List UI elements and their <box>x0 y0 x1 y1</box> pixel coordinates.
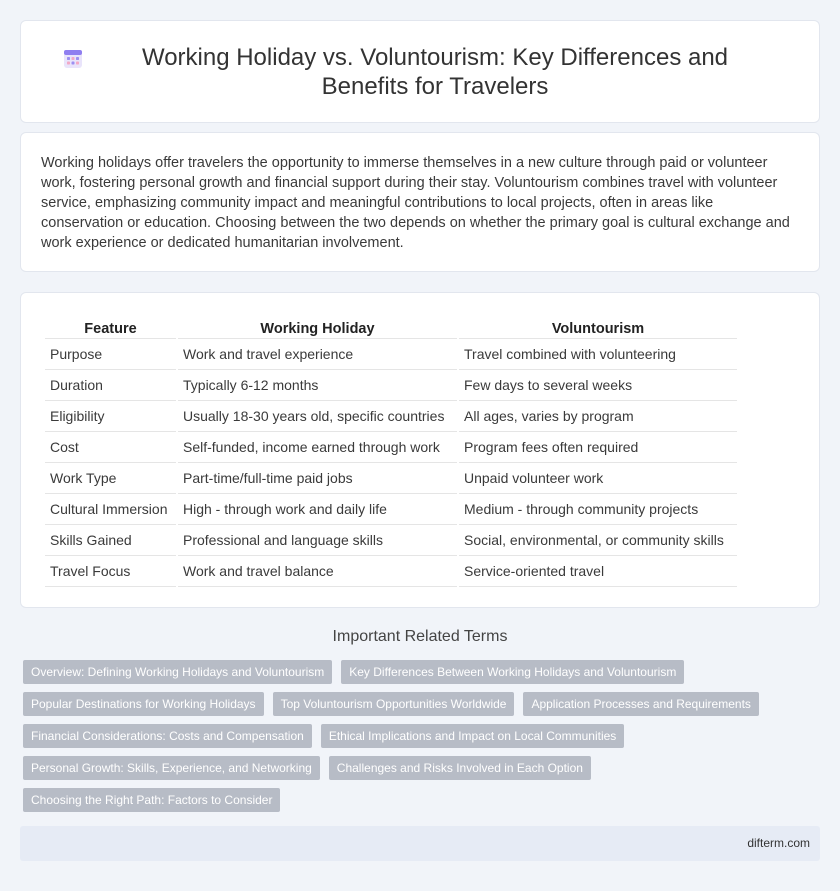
feature-cell: Cultural Immersion <box>45 494 176 525</box>
working-holiday-cell: Typically 6-12 months <box>178 370 457 401</box>
related-term-tag[interactable]: Financial Considerations: Costs and Compensation <box>23 724 312 748</box>
working-holiday-cell: Usually 18-30 years old, specific countries <box>178 401 457 432</box>
related-term-tag[interactable]: Ethical Implications and Impact on Local Communities <box>321 724 624 748</box>
working-holiday-cell: Work and travel balance <box>178 556 457 587</box>
working-holiday-cell: Self-funded, income earned through work <box>178 432 457 463</box>
working-holiday-cell: Work and travel experience <box>178 339 457 370</box>
voluntourism-cell: Service-oriented travel <box>459 556 737 587</box>
related-terms-heading: Important Related Terms <box>332 628 508 645</box>
page-title: Working Holiday vs. Voluntourism: Key Differences and Benefits for Travelers <box>141 43 729 100</box>
table-row <box>45 370 737 401</box>
header-voluntourism: Voluntourism <box>459 315 737 339</box>
table-row <box>45 525 737 556</box>
comparison-table-card <box>20 292 820 608</box>
related-terms-list <box>23 660 803 812</box>
comparison-table <box>43 315 739 587</box>
voluntourism-cell: Unpaid volunteer work <box>459 463 737 494</box>
table-header-row <box>45 315 737 339</box>
related-term-tag[interactable]: Overview: Defining Working Holidays and Voluntourism <box>23 660 332 684</box>
table-row <box>45 556 737 587</box>
footer <box>20 826 820 861</box>
voluntourism-cell: Few days to several weeks <box>459 370 737 401</box>
related-term-tag[interactable]: Top Voluntourism Opportunities Worldwide <box>273 692 515 716</box>
intro-card <box>20 132 820 272</box>
voluntourism-cell: Program fees often required <box>459 432 737 463</box>
related-term-tag[interactable]: Application Processes and Requirements <box>523 692 758 716</box>
working-holiday-cell: High - through work and daily life <box>178 494 457 525</box>
site-link[interactable]: difterm.com <box>747 836 810 850</box>
feature-cell: Work Type <box>45 463 176 494</box>
voluntourism-cell: All ages, varies by program <box>459 401 737 432</box>
intro-paragraph: Working holidays offer travelers the opportunity to immerse themselves in a new culture through paid or volunteer work, fostering personal growth and financial support during their stay. Voluntourism combines travel with volunteer service, emphasizing community impact and meaningful contributions to local projects, often in areas like conservation or education. Choosing between the two depends on whether the primary goal is cultural exchange and work experience or dedicated humanitarian involvement. <box>41 155 790 251</box>
title-card <box>20 20 820 123</box>
related-term-tag[interactable]: Choosing the Right Path: Factors to Consider <box>23 788 280 812</box>
working-holiday-cell: Part-time/full-time paid jobs <box>178 463 457 494</box>
table-row <box>45 463 737 494</box>
related-term-tag[interactable]: Key Differences Between Working Holidays and Voluntourism <box>341 660 684 684</box>
header-feature: Feature <box>45 315 176 339</box>
feature-cell: Travel Focus <box>45 556 176 587</box>
header-working-holiday: Working Holiday <box>178 315 457 339</box>
working-holiday-cell: Professional and language skills <box>178 525 457 556</box>
table-row <box>45 401 737 432</box>
feature-cell: Purpose <box>45 339 176 370</box>
voluntourism-cell: Medium - through community projects <box>459 494 737 525</box>
related-term-tag[interactable]: Challenges and Risks Involved in Each Option <box>329 756 591 780</box>
feature-cell: Skills Gained <box>45 525 176 556</box>
voluntourism-cell: Social, environmental, or community skills <box>459 525 737 556</box>
feature-cell: Duration <box>45 370 176 401</box>
feature-cell: Cost <box>45 432 176 463</box>
table-row <box>45 494 737 525</box>
table-row <box>45 432 737 463</box>
voluntourism-cell: Travel combined with volunteering <box>459 339 737 370</box>
table-row <box>45 339 737 370</box>
related-term-tag[interactable]: Popular Destinations for Working Holidays <box>23 692 264 716</box>
feature-cell: Eligibility <box>45 401 176 432</box>
related-term-tag[interactable]: Personal Growth: Skills, Experience, and Networking <box>23 756 320 780</box>
